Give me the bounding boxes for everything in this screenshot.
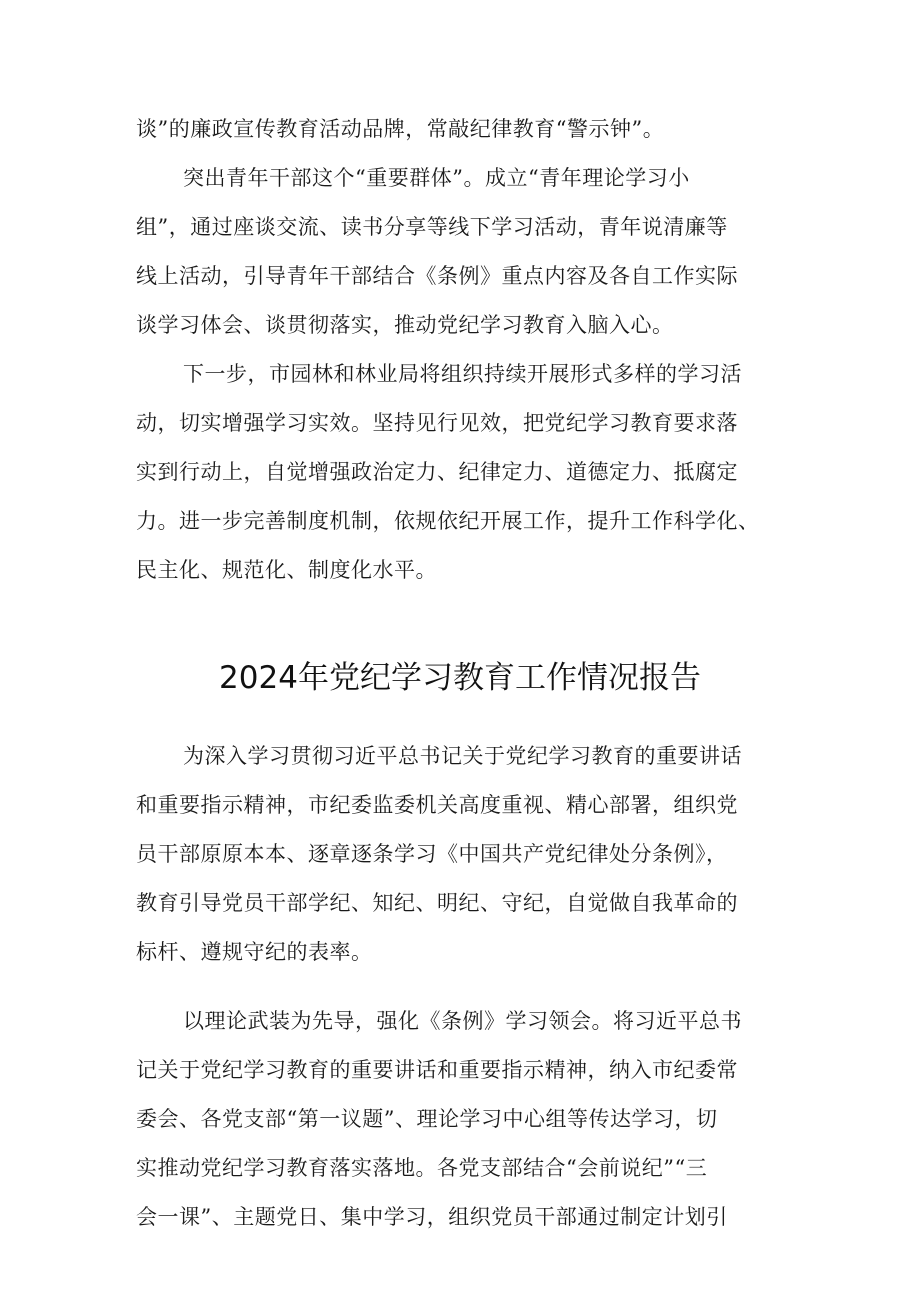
paragraph-line: 实推动党纪学习教育落实落地。各党支部结合“会前说纪”“三 xyxy=(136,1156,708,1180)
paragraph-line: 教育引导党员干部学纪、知纪、明纪、守纪，自觉做自我革命的 xyxy=(136,891,738,915)
report-title: 2024年党纪学习教育工作情况报告 xyxy=(219,660,701,696)
paragraph-line: 突出青年干部这个“重要群体”。成立“青年理论学习小 xyxy=(183,166,690,190)
paragraph-line: 线上活动，引导青年干部结合《条例》重点内容及各自工作实际 xyxy=(136,264,738,288)
paragraph-line: 委会、各党支部“第一议题”、理论学习中心组等传达学习，切 xyxy=(136,1107,718,1131)
paragraph-line: 标杆、遵规守纪的表率。 xyxy=(136,940,373,964)
report-section-paragraph xyxy=(136,997,796,1242)
paragraph-line: 民主化、规范化、制度化水平。 xyxy=(136,558,437,582)
report-intro-paragraph xyxy=(136,732,796,977)
paragraph-line: 组”，通过座谈交流、读书分享等线下学习活动，青年说清廉等 xyxy=(136,215,728,239)
paragraph-line: 力。进一步完善制度机制，依规依纪开展工作，提升工作科学化、 xyxy=(136,509,760,533)
paragraph-line: 会一课”、主题党日、集中学习，组织党员干部通过制定计划引 xyxy=(136,1205,728,1229)
paragraph-line: 谈”的廉政宣传教育活动品牌，常敲纪律教育“警示钟”。 xyxy=(136,117,665,141)
paragraph-line: 为深入学习贯彻习近平总书记关于党纪学习教育的重要讲话 xyxy=(183,744,742,768)
paragraph-line: 下一步，市园林和林业局将组织持续开展形式多样的学习活 xyxy=(183,362,742,386)
continuation-section xyxy=(136,105,796,595)
paragraph-line: 动，切实增强学习实效。坚持见行见效，把党纪学习教育要求落 xyxy=(136,411,738,435)
paragraph-line: 以理论武装为先导，强化《条例》学习领会。将习近平总书 xyxy=(183,1009,742,1033)
paragraph-line: 实到行动上，自觉增强政治定力、纪律定力、道德定力、抵腐定 xyxy=(136,460,738,484)
paragraph-line: 谈学习体会、谈贯彻落实，推动党纪学习教育入脑入心。 xyxy=(136,313,674,337)
paragraph-line: 员干部原原本本、逐章逐条学习《中国共产党纪律处分条例》， xyxy=(136,842,728,866)
paragraph-line: 和重要指示精神，市纪委监委机关高度重视、精心部署，组织党 xyxy=(136,793,738,817)
paragraph-line: 记关于党纪学习教育的重要讲话和重要指示精神，纳入市纪委常 xyxy=(136,1058,738,1082)
